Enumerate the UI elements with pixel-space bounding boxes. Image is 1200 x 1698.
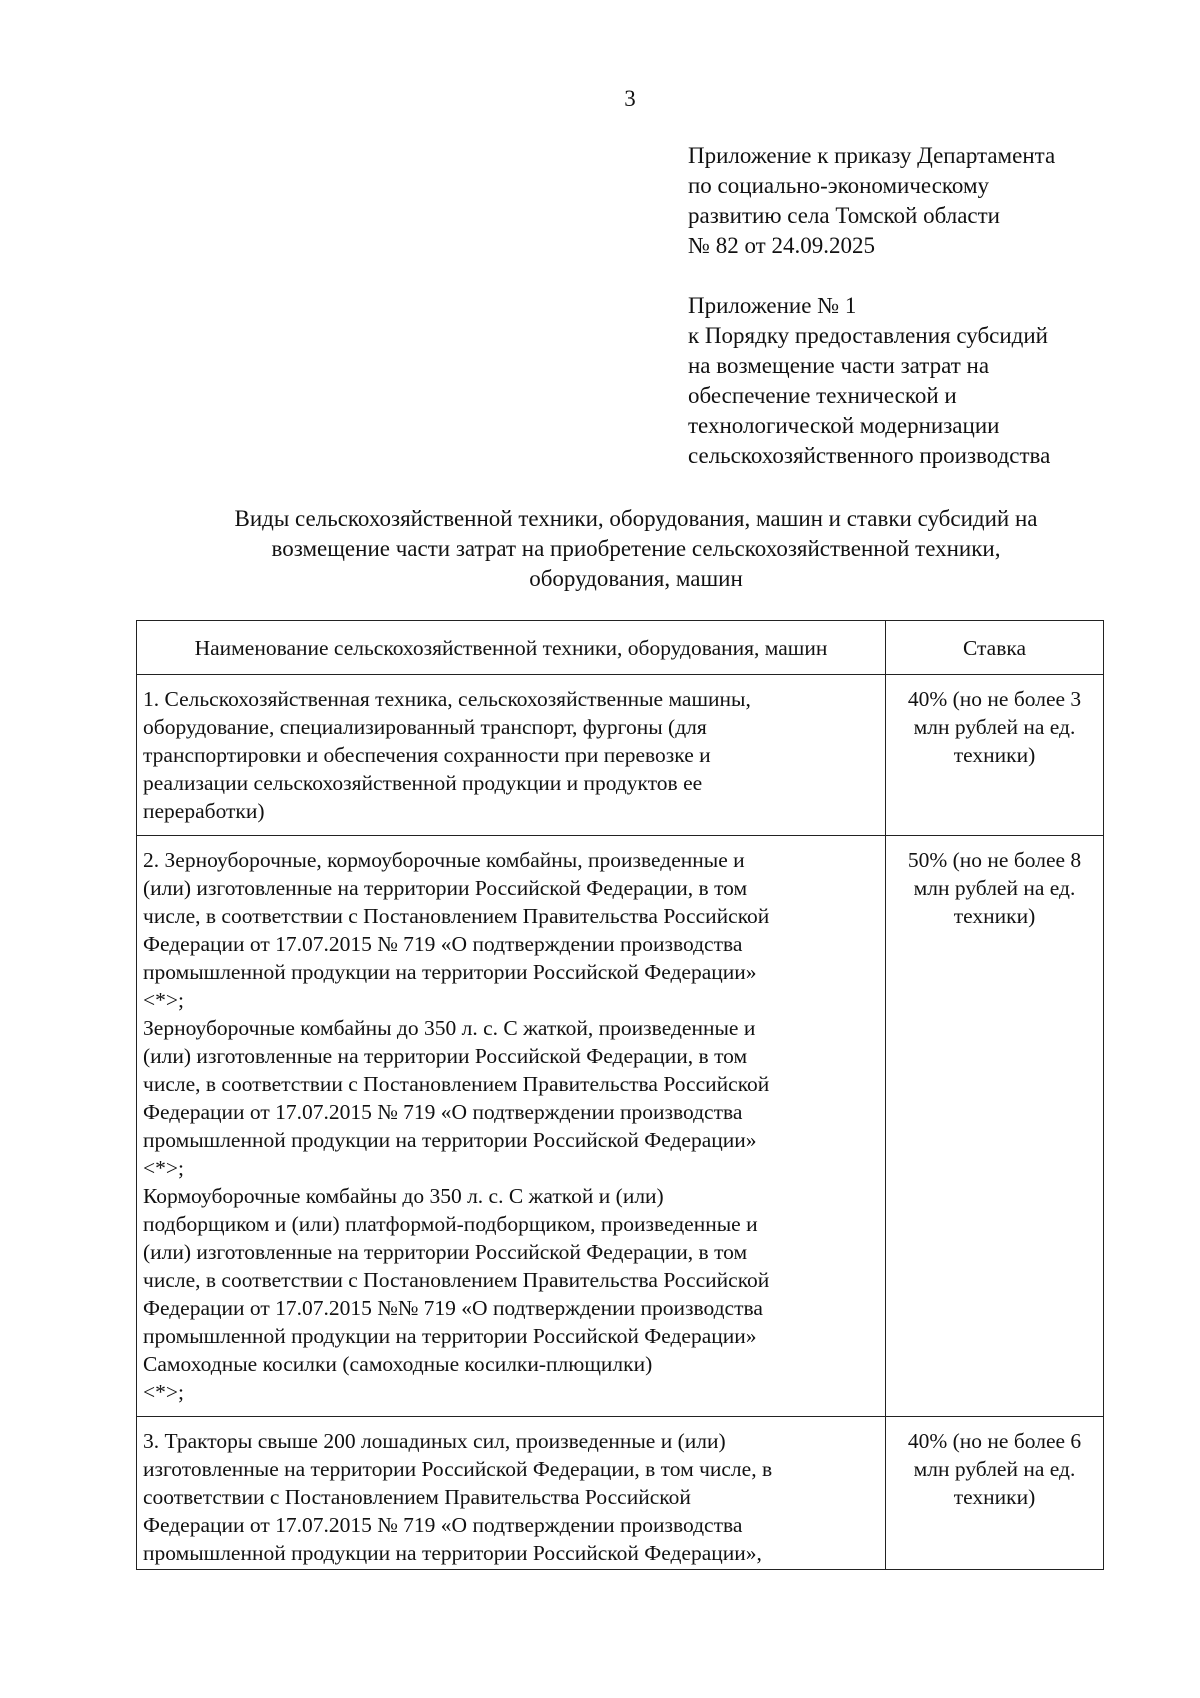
cell-line: Зерноуборочные комбайны до 350 л. с. С жаткой, произведенные и	[143, 1016, 756, 1040]
cell-line: числе, в соответствии с Постановлением Правительства Российской	[143, 1072, 770, 1096]
cell-line: <*>;	[143, 988, 184, 1012]
cell-line: соответствии с Постановлением Правительства Российской	[143, 1485, 691, 1509]
appendix-one-block	[688, 291, 1168, 471]
appendix-one-line: Приложение № 1	[688, 293, 857, 318]
cell-line: промышленной продукции на территории Российской Федерации»	[143, 1128, 757, 1152]
rate-line: 40% (но не более 6	[907, 1429, 1082, 1453]
title-line: возмещение части затрат на приобретение сельскохозяйственной техники,	[271, 536, 1001, 561]
cell-line: 3. Тракторы свыше 200 лошадиных сил, произведенные и (или)	[143, 1429, 726, 1453]
cell-line: (или) изготовленные на территории Российской Федерации, в том	[143, 1044, 748, 1068]
cell-line: 2. Зерноуборочные, кормоуборочные комбайны, произведенные и	[143, 848, 745, 872]
cell-line: транспортировки и обеспечения сохранности при перевозке и	[143, 743, 711, 767]
cell-line: промышленной продукции на территории Российской Федерации»,	[143, 1541, 762, 1565]
rate-line: техники)	[953, 1485, 1036, 1509]
appendix-order-line: по социально-экономическому	[688, 173, 990, 198]
rate-line: техники)	[953, 743, 1036, 767]
subsidy-rates-table	[136, 620, 1104, 1570]
rate-line: 40% (но не более 3	[907, 687, 1082, 711]
header-rate: Ставка	[886, 621, 1104, 675]
cell-line: (или) изготовленные на территории Российской Федерации, в том	[143, 1240, 748, 1264]
title-line: Виды сельскохозяйственной техники, оборудования, машин и ставки субсидий на	[234, 506, 1038, 531]
cell-line: оборудование, специализированный транспорт, фургоны (для	[143, 715, 707, 739]
table-row	[137, 1417, 1104, 1570]
cell-line: изготовленные на территории Российской Федерации, в том числе, в	[143, 1457, 773, 1481]
rate-cell	[886, 1417, 1104, 1570]
cell-line: промышленной продукции на территории Российской Федерации»	[143, 1324, 757, 1348]
page-number: 3	[624, 86, 636, 111]
cell-line: числе, в соответствии с Постановлением Правительства Российской	[143, 904, 770, 928]
cell-line: переработки)	[143, 799, 265, 823]
cell-line: (или) изготовленные на территории Российской Федерации, в том	[143, 876, 748, 900]
appendix-one-line: технологической модернизации	[688, 413, 1000, 438]
appendix-order-line: Приложение к приказу Департамента	[688, 143, 1056, 168]
appendix-one-line: к Порядку предоставления субсидий	[688, 323, 1048, 348]
rate-cell	[886, 836, 1104, 1417]
document-title	[136, 504, 1136, 594]
cell-line: промышленной продукции на территории Российской Федерации»	[143, 960, 757, 984]
equipment-name-cell	[137, 1417, 886, 1570]
appendix-order-line: развитию села Томской области	[688, 203, 1000, 228]
rate-line: млн рублей на ед.	[913, 1457, 1076, 1481]
cell-line: Кормоуборочные комбайны до 350 л. с. С жаткой и (или)	[143, 1184, 664, 1208]
appendix-one-line: сельскохозяйственного производства	[688, 443, 1051, 468]
title-line: оборудования, машин	[529, 566, 743, 591]
rate-line: млн рублей на ед.	[913, 715, 1076, 739]
cell-line: Федерации от 17.07.2015 № 719 «О подтверждении производства	[143, 932, 743, 956]
cell-line: 1. Сельскохозяйственная техника, сельскохозяйственные машины,	[143, 687, 751, 711]
cell-line: числе, в соответствии с Постановлением Правительства Российской	[143, 1268, 770, 1292]
appendix-one-line: обеспечение технической и	[688, 383, 957, 408]
cell-line: Федерации от 17.07.2015 №№ 719 «О подтверждении производства	[143, 1296, 763, 1320]
appendix-one-line: на возмещение части затрат на	[688, 353, 990, 378]
appendix-order-block	[688, 141, 1168, 261]
equipment-name-cell	[137, 836, 886, 1417]
table-header-row	[137, 621, 1104, 675]
cell-line: Самоходные косилки (самоходные косилки-плющилки)	[143, 1352, 653, 1376]
cell-line: реализации сельскохозяйственной продукции и продуктов ее	[143, 771, 703, 795]
rate-line: техники)	[953, 904, 1036, 928]
cell-line: <*>;	[143, 1156, 184, 1180]
appendix-order-line: № 82 от 24.09.2025	[688, 233, 875, 258]
rate-cell	[886, 675, 1104, 836]
rate-line: 50% (но не более 8	[907, 848, 1082, 872]
cell-line: <*>;	[143, 1380, 184, 1404]
header-name: Наименование сельскохозяйственной техники, оборудования, машин	[137, 621, 886, 675]
table-row	[137, 675, 1104, 836]
table-row	[137, 836, 1104, 1417]
equipment-name-cell	[137, 675, 886, 836]
cell-line: подборщиком и (или) платформой-подборщиком, произведенные и	[143, 1212, 758, 1236]
cell-line: Федерации от 17.07.2015 № 719 «О подтверждении производства	[143, 1513, 743, 1537]
rate-line: млн рублей на ед.	[913, 876, 1076, 900]
cell-line: Федерации от 17.07.2015 № 719 «О подтверждении производства	[143, 1100, 743, 1124]
